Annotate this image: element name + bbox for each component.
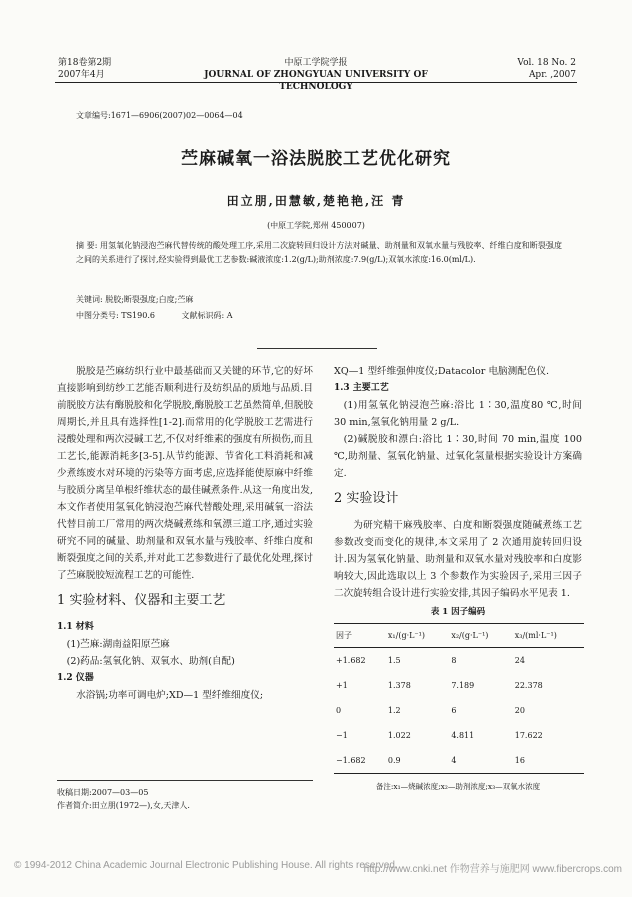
paper-title: 苎麻碱氧一浴法脱胶工艺优化研究	[181, 149, 451, 169]
table-row	[334, 648, 584, 674]
author-bio: 作者简介:田立朋(1972—),女,天津人.	[57, 801, 190, 810]
table-cell: 24	[514, 656, 525, 665]
table-cell: +1.682	[336, 656, 366, 665]
keywords: 关键词: 脱胶;断裂强度;白度;苎麻	[76, 295, 194, 304]
table-cell: 22.378	[514, 681, 543, 690]
header-volume-en	[517, 57, 576, 81]
table-header: x₃/(ml·L⁻¹)	[513, 624, 584, 648]
table-row	[334, 723, 584, 748]
table-header: 因子	[334, 624, 386, 648]
classification	[76, 310, 257, 321]
table-cell: −1.682	[334, 748, 386, 774]
table-row	[334, 673, 584, 698]
table-cell: −1	[336, 731, 348, 740]
section-heading-1: 1 实验材料、仪器和主要工艺	[57, 593, 226, 608]
table-cell: 4.811	[451, 731, 475, 740]
footnote-rule	[57, 780, 313, 781]
table-header: x₁/(g·L⁻¹)	[386, 624, 449, 648]
header-journal	[180, 57, 452, 93]
subsection-1-3: 1.3 主要工艺	[334, 383, 389, 393]
left-column	[57, 363, 313, 704]
material-1: (1)苎麻:湖南益阳原苎麻	[66, 639, 170, 650]
journal-name-cn: 中原工学院学报	[284, 58, 348, 68]
table-cell: 1.378	[387, 681, 411, 690]
subsection-1-2: 1.2 仪器	[57, 673, 94, 683]
volume-en: Vol. 18 No. 2	[517, 58, 576, 68]
date-en: Apr. ,2007	[528, 70, 576, 80]
header-rule	[55, 82, 577, 83]
table-cell: 1.022	[387, 731, 411, 740]
material-2: (2)药品:氢氧化钠、双氧水、助剂(自配)	[66, 656, 235, 667]
factor-table	[334, 623, 584, 774]
journal-name-en: JOURNAL OF ZHONGYUAN UNIVERSITY OF TECHNOLOGY	[204, 70, 428, 92]
header-volume	[58, 57, 111, 81]
table-row	[334, 698, 584, 723]
doc-code: 文献标识码: A	[181, 311, 233, 320]
separator-rule	[257, 348, 377, 349]
table-header: x₂/(g·L⁻¹)	[449, 624, 512, 648]
table-cell: 7.189	[451, 681, 475, 690]
authors: 田立朋,田慧敏,楚艳艳,汪 青	[226, 194, 406, 208]
table-cell: 20	[514, 706, 525, 715]
intro-paragraph: 脱胶是苎麻纺织行业中最基础而又关键的环节,它的好坏直接影响到纺纱工艺能否顺利进行及纺织品的质地与品质.目前脱胶方法有酶脱胶和化学脱胶,酶脱胶工艺虽然简单,但脱胶周期长,并且具有选择性[1-2].而常用的化学脱胶工艺需进行浸酸处理和两次浸碱工艺,不仅对纤维素的强度有所损伤,而且工艺长,能源消耗多[3-5].从节约能源、节省化工料消耗和减少煮练废水对环境的污染等方面考虑,应选择能使原麻中纤维与胶质分离呈单根纤维状态的最佳碱煮条件.从这一角度出发,本文作者使用氢氧化钠浸泡苎麻代替酸处理,采用碱氧一浴法代替目前工厂常用的两次烧碱煮练和氧漂三道工序,通过实验研究不同的碱量、助剂量和双氧水量与残胶率、纤维白度和断裂强度之间的关系,并对此工艺参数进行了最优化处理,探讨了苎麻脱胶短流程工艺的可能性.	[57, 366, 313, 581]
table-cell: 4	[449, 748, 512, 774]
table-caption: 表 1 因子编码	[430, 607, 486, 617]
table-cell: 17.622	[514, 731, 543, 740]
table-cell: 0	[336, 706, 342, 715]
instruments-continued: XQ—1 型纤维强伸度仪;Datacolor 电脑测配色仪.	[334, 366, 550, 377]
table-cell: 1.2	[387, 706, 401, 715]
affiliation: (中原工学院,郑州 450007)	[267, 221, 365, 230]
right-column	[334, 363, 582, 795]
instruments-text: 水浴锅;功率可调电炉;XD—1 型纤维细度仪;	[76, 690, 264, 701]
subsection-1-1: 1.1 材料	[57, 622, 94, 632]
received-date: 收稿日期:2007—03—05	[57, 788, 149, 797]
article-number: 文章编号:1671—6906(2007)02—0064—04	[76, 111, 243, 120]
section-heading-2: 2 实验设计	[334, 491, 399, 506]
table-cell: 6	[451, 706, 457, 715]
table-note: 备注:x₁—烧碱浓度;x₂—助剂浓度;x₃—双氧水浓度	[375, 782, 541, 791]
design-paragraph: 为研究精干麻残胶率、白度和断裂强度随碱煮练工艺参数改变而变化的规律,本文采用了 2 次通用旋转回归设计.因为氢氧化钠量、助剂量和双氧水量对残胶率和白度影响较大,因此选取以上 3 个参数作为实验因子,采用三因子二次旋转组合设计进行实验安排,其因子编码水平见表 1.	[334, 520, 582, 599]
table-cell: 0.9	[386, 748, 449, 774]
table-row	[334, 748, 584, 774]
footnotes	[57, 786, 190, 812]
watermark-url: http://www.cnki.net 作物营养与施肥网 www.fibercrops.com	[363, 864, 622, 875]
clc-number: 中图分类号: TS190.6	[76, 311, 155, 320]
process-2: (2)碱脱胶和漂白:浴比 1∶30,时间 70 min,温度 100 ℃,助剂量、氢氧化钠量、过氧化氢量根据实验设计方案确定.	[334, 434, 582, 479]
abstract: 摘 要: 用氢氧化钠浸泡苎麻代替传统的酸处理工序,采用二次旋转回归设计方法对碱量、助剂量和双氧水量与残胶率、纤维白度和断裂强度之间的关系进行了探讨,经实验得到最优工艺参数:碱液浓度:1.2(g/L);助剂浓度:7.9(g/L);双氧水浓度:16.0(ml/L).	[76, 241, 562, 264]
table-cell: 1.5	[387, 656, 401, 665]
table-cell: 8	[451, 656, 457, 665]
volume-cn: 第18卷第2期	[58, 58, 112, 68]
table-cell: 16	[513, 748, 584, 774]
process-1: (1)用氢氧化钠浸泡苎麻:浴比 1∶30,温度80 ℃,时间 30 min,氢氧化钠用量 2 g/L.	[334, 400, 582, 428]
copyright-text: © 1994-2012 China Academic Journal Electronic Publishing House. All rights reserved.	[14, 860, 398, 871]
date-cn: 2007年4月	[58, 70, 105, 80]
table-header-row	[334, 624, 584, 648]
table-cell: +1	[336, 681, 348, 690]
